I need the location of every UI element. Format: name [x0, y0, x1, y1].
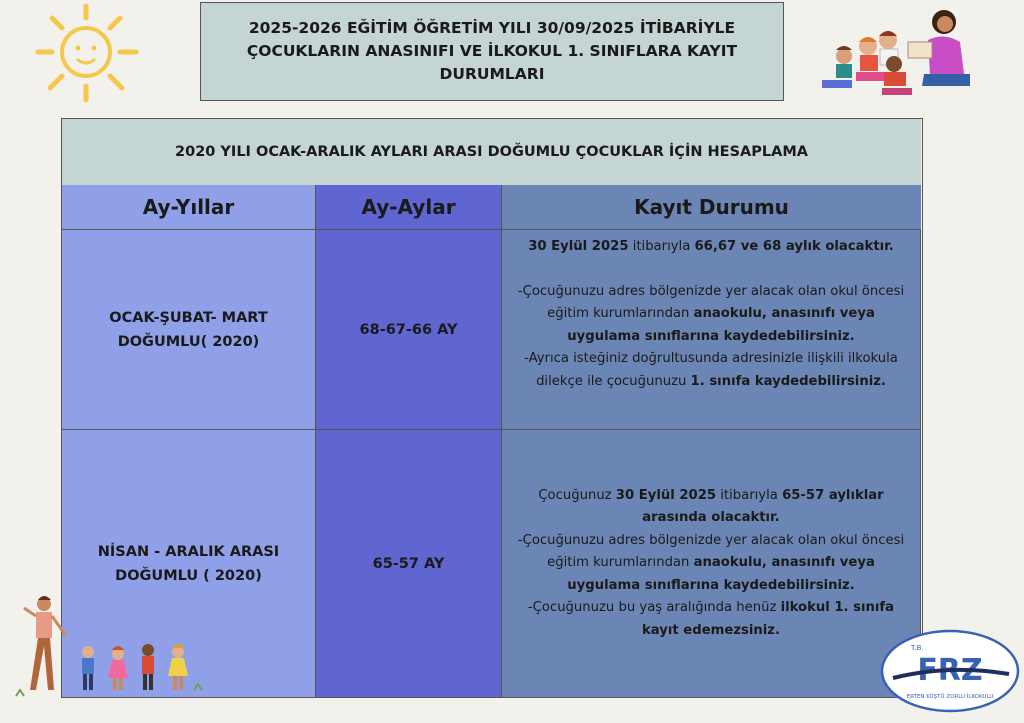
walking-children-illustration [8, 590, 208, 720]
row1-period [62, 230, 316, 430]
row2-status [502, 430, 921, 697]
school-logo [879, 628, 1021, 714]
header-kayit-durumu: Kayıt Durumu [502, 185, 921, 230]
logo-small-text: T.B. [911, 644, 924, 652]
row1-status [502, 230, 921, 430]
row1-period-line2: DOĞUMLU( 2020) [117, 333, 260, 350]
row1-status-p3: -Ayrıca isteğiniz doğrultusunda adresinizle ilişkili ilkokula dilekçe ile çocuğunuzu 1. sınıfa kaydedebilirsiniz. [524, 351, 898, 389]
row2-status-p2: -Çocuğunuzu adres bölgenizde yer alacak olan okul öncesi eğitim kurumlarından anaokulu, anasınıfı veya uygulama sınıflarına kaydedebilirsiniz. [517, 532, 905, 593]
logo-letters: FRZ [917, 653, 983, 688]
row1-status-p2: -Çocuğunuzu adres bölgenizde yer alacak olan okul öncesi eğitim kurumlarından anaokulu, anasınıfı veya uygulama sınıflarına kaydedebilirsiniz. [517, 283, 905, 344]
row1-status-p1: 30 Eylül 2025 itibarıyla 66,67 ve 68 aylık olacaktır. [528, 239, 894, 254]
row1-months [316, 230, 502, 430]
row2-period-line2: DOĞUMLU ( 2020) [115, 567, 262, 584]
children-reading-illustration [812, 2, 972, 104]
title-line-3: DURUMLARI [439, 65, 545, 83]
logo-caption: ERTEN KÜŞTÜ ZORLU İLKOKULU [906, 694, 994, 700]
sun-illustration [18, 0, 158, 115]
header-ay-aylar: Ay-Aylar [316, 185, 502, 230]
row2-period-line1: NİSAN - ARALIK ARASI [97, 543, 280, 560]
title-line-1: 2025-2026 EĞİTİM ÖĞRETİM YILI 30/09/2025 İTİBARİYLE [248, 19, 736, 37]
table-subtitle: 2020 YILI OCAK-ARALIK AYLARI ARASI DOĞUMLU ÇOCUKLAR İÇİN HESAPLAMA [62, 119, 921, 186]
header-ay-yillar: Ay-Yıllar [62, 185, 316, 230]
row2-status-p3: -Çocuğunuzu bu yaş aralığında henüz ilkokul 1. sınıfa kayıt edemezsiniz. [527, 600, 895, 638]
row2-months-value: 65-57 AY [372, 555, 445, 572]
row1-period-line1: OCAK-ŞUBAT- MART [109, 309, 268, 326]
row1-months-value: 68-67-66 AY [359, 321, 458, 338]
title-line-2: ÇOCUKLARIN ANASINIFI VE İLKOKUL 1. SINIFLARA KAYIT [246, 42, 738, 60]
row2-months [316, 430, 502, 697]
row2-status-p1: Çocuğunuz 30 Eylül 2025 itibarıyla 65-57 aylıklar arasında olacaktır. [538, 487, 884, 526]
page-title [200, 2, 784, 101]
